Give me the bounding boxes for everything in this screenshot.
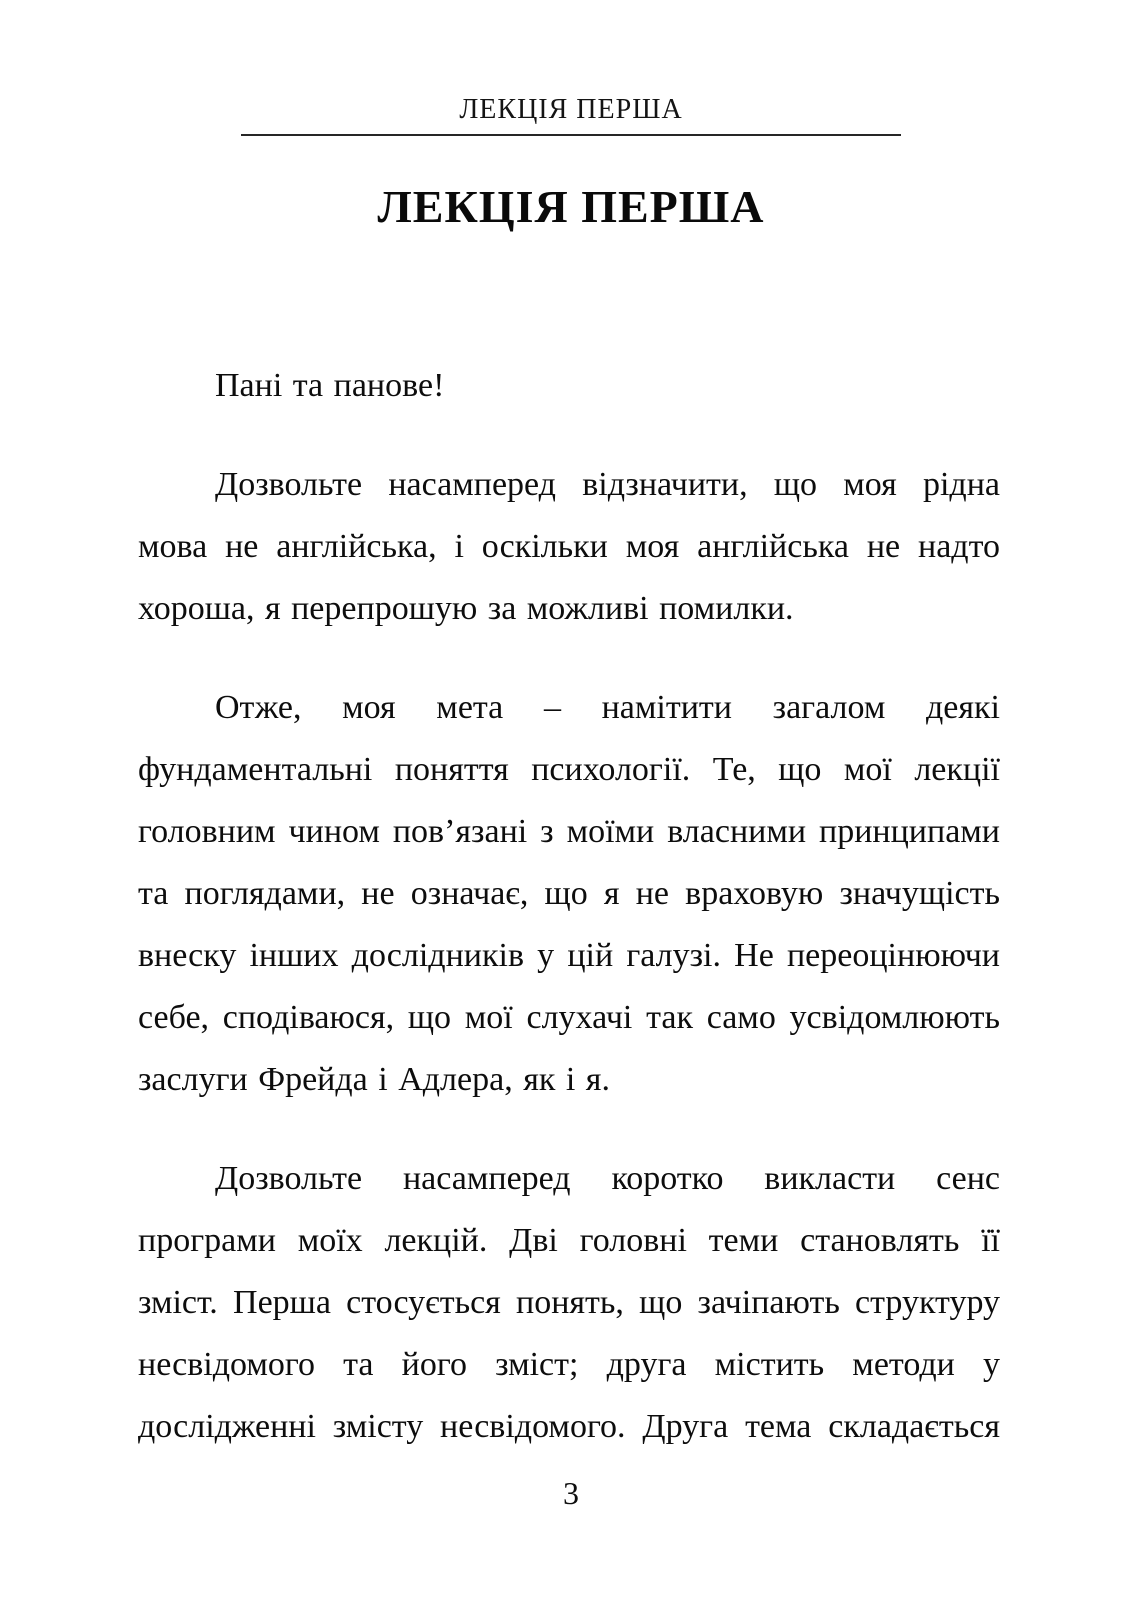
paragraph-apology: Дозвольте насамперед відзначити, що моя рідна мова не англійська, і оскільки моя англійська не надто хороша, я перепрошую за можливі помилки. [138,465,1000,627]
page-number: 3 [563,1475,579,1511]
paragraph-program: Дозвольте насамперед коротко викласти сенс програми моїх лекцій. Дві головні теми становлять її зміст. Перша стосується понять, що зачіпають структуру несвідомого та його зміст; друга містить методи у дослідженні змісту несвідомого. Друга тема складається [138,1159,1000,1445]
paragraph-salutation: Пані та панове! [215,366,445,404]
header-rule [241,134,901,136]
body-text [138,355,1000,1458]
page-title: ЛЕКЦІЯ ПЕРША [377,181,765,233]
paragraph-goal: Отже, моя мета – намітити загалом деякі фундаментальні поняття психології. Те, що мої лекції головним чином пов’язані з моїми власними принципами та поглядами, не означає, що я не враховую значущість внеску інших дослідників у цій галузі. Не переоцінюючи себе, сподіваюся, що мої слухачі так само усвідомлюють заслуги Фрейда і Адлера, як і я. [138,688,1000,1098]
running-header: ЛЕКЦІЯ ПЕРША [459,94,683,125]
